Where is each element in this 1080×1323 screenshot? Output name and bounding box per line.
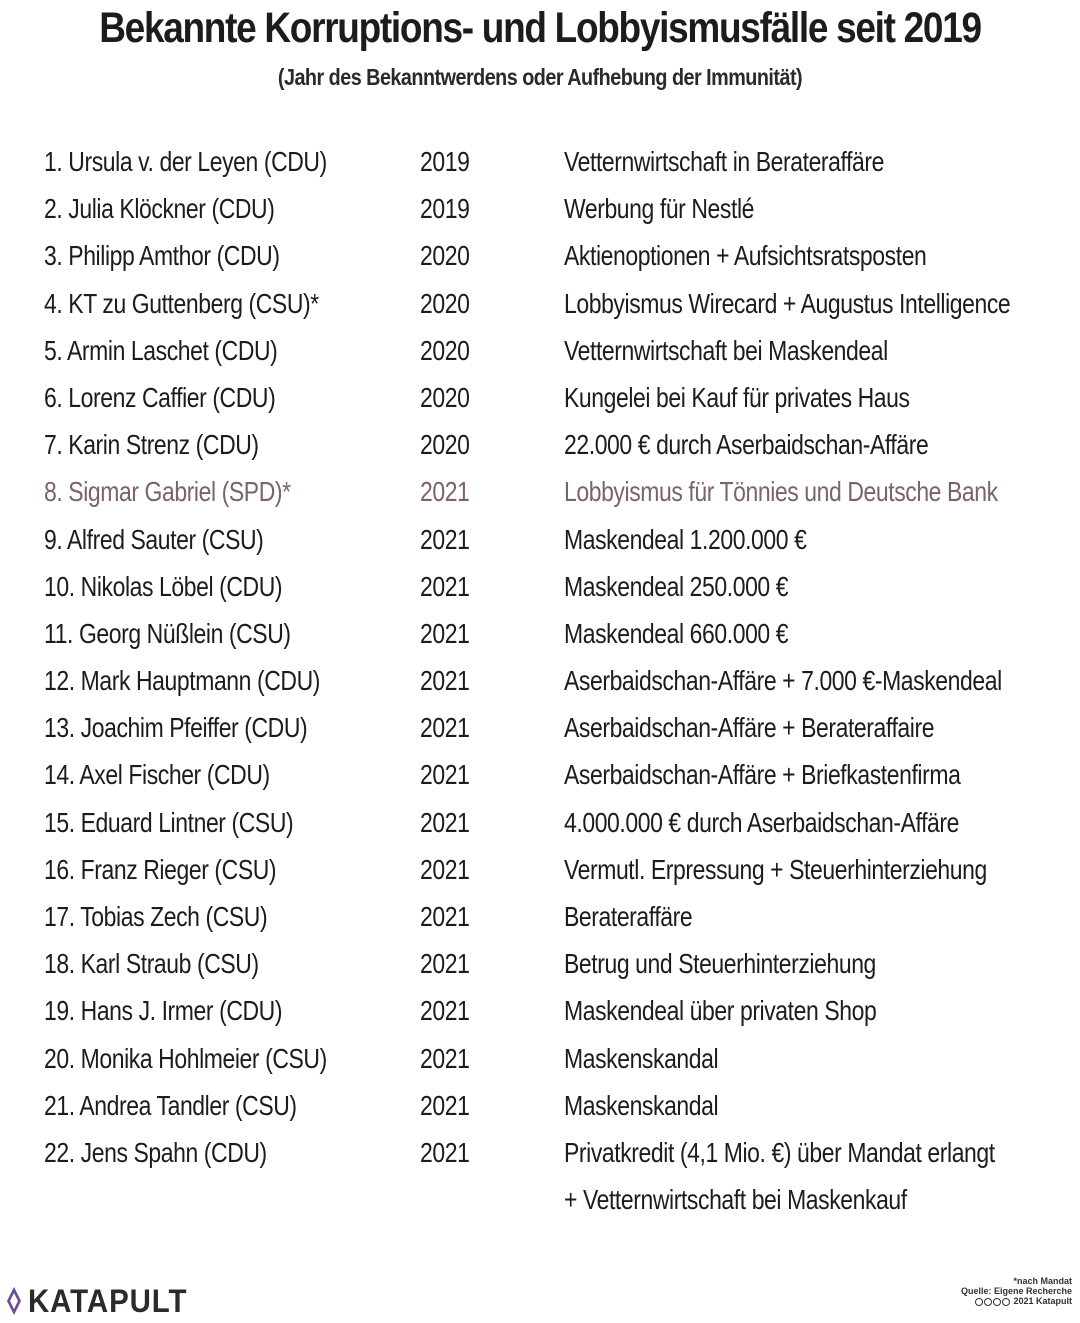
case-year: 2021 xyxy=(420,476,470,508)
case-description: Maskendeal 660.000 € xyxy=(564,617,789,649)
politician-name: 3. Philipp Amthor (CDU) xyxy=(44,240,280,272)
list-item xyxy=(0,754,1080,801)
politician-name: 21. Andrea Tandler (CSU) xyxy=(44,1089,297,1121)
politician-name: 8. Sigmar Gabriel (SPD)* xyxy=(44,476,291,508)
list-item xyxy=(0,802,1080,849)
politician-name: 12. Mark Hauptmann (CDU) xyxy=(44,665,320,697)
case-description: Aserbaidschan-Affäre + 7.000 €-Maskendeal xyxy=(564,665,1002,697)
list-item xyxy=(0,1085,1080,1132)
politician-name: 10. Nikolas Löbel (CDU) xyxy=(44,570,283,602)
case-description: Aserbaidschan-Affäre + Briefkastenfirma xyxy=(564,759,961,791)
list-item xyxy=(0,990,1080,1037)
case-description: Maskendeal 250.000 € xyxy=(564,570,789,602)
case-year: 2021 xyxy=(420,995,470,1027)
list-item xyxy=(0,519,1080,566)
case-year: 2021 xyxy=(420,853,470,885)
case-year: 2021 xyxy=(420,712,470,744)
case-year: 2021 xyxy=(420,665,470,697)
case-list xyxy=(0,141,1080,1226)
case-description: Maskendeal über privaten Shop xyxy=(564,995,877,1027)
case-description: Maskendeal 1.200.000 € xyxy=(564,523,807,555)
case-description-continuation: + Vetternwirtschaft bei Maskenkauf xyxy=(564,1184,907,1216)
case-description: Betrug und Steuerhinterziehung xyxy=(564,948,876,980)
case-year: 2021 xyxy=(420,1136,470,1168)
case-year: 2021 xyxy=(420,948,470,980)
case-year: 2021 xyxy=(420,523,470,555)
case-year: 2020 xyxy=(420,240,470,272)
politician-name: 17. Tobias Zech (CSU) xyxy=(44,901,268,932)
case-description: Vetternwirtschaft in Berateraffäre xyxy=(564,146,885,177)
case-description: 22.000 € durch Aserbaidschan-Affäre xyxy=(564,429,929,461)
politician-name: 1. Ursula v. der Leyen (CDU) xyxy=(44,146,327,177)
list-item xyxy=(0,235,1080,282)
case-description: Vermutl. Erpressung + Steuerhinterziehung xyxy=(564,853,987,885)
diamond-logo-icon xyxy=(6,1287,22,1315)
politician-name: 16. Franz Rieger (CSU) xyxy=(44,853,277,885)
case-year: 2021 xyxy=(420,1089,470,1121)
list-item xyxy=(0,377,1080,424)
case-year: 2021 xyxy=(420,806,470,838)
case-description: Maskenskandal xyxy=(564,1089,719,1121)
list-item xyxy=(0,283,1080,330)
case-description: Aserbaidschan-Affäre + Berateraffaire xyxy=(564,712,935,744)
case-description: Lobbyismus Wirecard + Augustus Intelligence xyxy=(564,287,1011,319)
cc-icon xyxy=(975,1298,983,1306)
cc-nc-icon xyxy=(993,1298,1001,1306)
case-description: Lobbyismus für Tönnies und Deutsche Bank xyxy=(564,476,998,508)
list-item xyxy=(0,943,1080,990)
politician-name: 11. Georg Nüßlein (CSU) xyxy=(44,617,291,649)
list-item xyxy=(0,613,1080,660)
list-item xyxy=(0,896,1080,943)
list-item xyxy=(0,566,1080,613)
katapult-logo xyxy=(6,1283,201,1319)
license-line xyxy=(872,1296,1072,1306)
list-item-continuation xyxy=(0,1179,1080,1226)
list-item xyxy=(0,1132,1080,1179)
list-item xyxy=(0,330,1080,377)
list-item xyxy=(0,188,1080,235)
case-year: 2019 xyxy=(420,146,470,177)
case-description: Berateraffäre xyxy=(564,901,693,932)
case-description: Vetternwirtschaft bei Maskendeal xyxy=(564,334,888,366)
politician-name: 9. Alfred Sauter (CSU) xyxy=(44,523,264,555)
case-year: 2020 xyxy=(420,334,470,366)
list-item xyxy=(0,141,1080,188)
case-description: 4.000.000 € durch Aserbaidschan-Affäre xyxy=(564,806,960,838)
case-year: 2021 xyxy=(420,1042,470,1074)
politician-name: 19. Hans J. Irmer (CDU) xyxy=(44,995,283,1027)
case-description: Kungelei bei Kauf für privates Haus xyxy=(564,381,910,413)
politician-name: 5. Armin Laschet (CDU) xyxy=(44,334,278,366)
footnote xyxy=(872,1276,1072,1306)
case-description: Privatkredit (4,1 Mio. €) über Mandat erlangt xyxy=(564,1136,995,1168)
case-year: 2021 xyxy=(420,570,470,602)
list-item xyxy=(0,1038,1080,1085)
mandate-note: *nach Mandat xyxy=(1013,1276,1072,1286)
list-item xyxy=(0,707,1080,754)
source-note: Quelle: Eigene Recherche xyxy=(960,1286,1072,1296)
politician-name: 4. KT zu Guttenberg (CSU)* xyxy=(44,287,319,319)
list-item xyxy=(0,424,1080,471)
case-year: 2021 xyxy=(420,901,470,932)
case-year: 2020 xyxy=(420,429,470,461)
politician-name: 2. Julia Klöckner (CDU) xyxy=(44,193,275,225)
list-item-highlighted xyxy=(0,471,1080,518)
politician-name: 22. Jens Spahn (CDU) xyxy=(44,1136,267,1168)
politician-name: 13. Joachim Pfeiffer (CDU) xyxy=(44,712,308,744)
cc-by-icon xyxy=(984,1298,992,1306)
case-year: 2020 xyxy=(420,381,470,413)
list-item xyxy=(0,849,1080,896)
case-description: Maskenskandal xyxy=(564,1042,719,1074)
case-description: Werbung für Nestlé xyxy=(564,193,755,225)
politician-name: 20. Monika Hohlmeier (CSU) xyxy=(44,1042,327,1074)
license-text: 2021 Katapult xyxy=(1013,1296,1072,1306)
page-subtitle: (Jahr des Bekanntwerdens oder Aufhebung der Immunität) xyxy=(277,64,803,90)
politician-name: 14. Axel Fischer (CDU) xyxy=(44,759,270,791)
politician-name: 18. Karl Straub (CSU) xyxy=(44,948,259,980)
case-description: Aktienoptionen + Aufsichtsratsposten xyxy=(564,240,927,272)
case-year: 2021 xyxy=(420,759,470,791)
politician-name: 7. Karin Strenz (CDU) xyxy=(44,429,259,461)
politician-name: 6. Lorenz Caffier (CDU) xyxy=(44,381,276,413)
case-year: 2019 xyxy=(420,193,470,225)
politician-name: 15. Eduard Lintner (CSU) xyxy=(44,806,294,838)
case-year: 2020 xyxy=(420,287,470,319)
cc-sa-icon xyxy=(1002,1298,1010,1306)
logo-wordmark: KATAPULT xyxy=(28,1282,188,1319)
page-title: Bekannte Korruptions- und Lobbyismusfälle seit 2019 xyxy=(99,4,981,52)
case-year: 2021 xyxy=(420,617,470,649)
list-item xyxy=(0,660,1080,707)
